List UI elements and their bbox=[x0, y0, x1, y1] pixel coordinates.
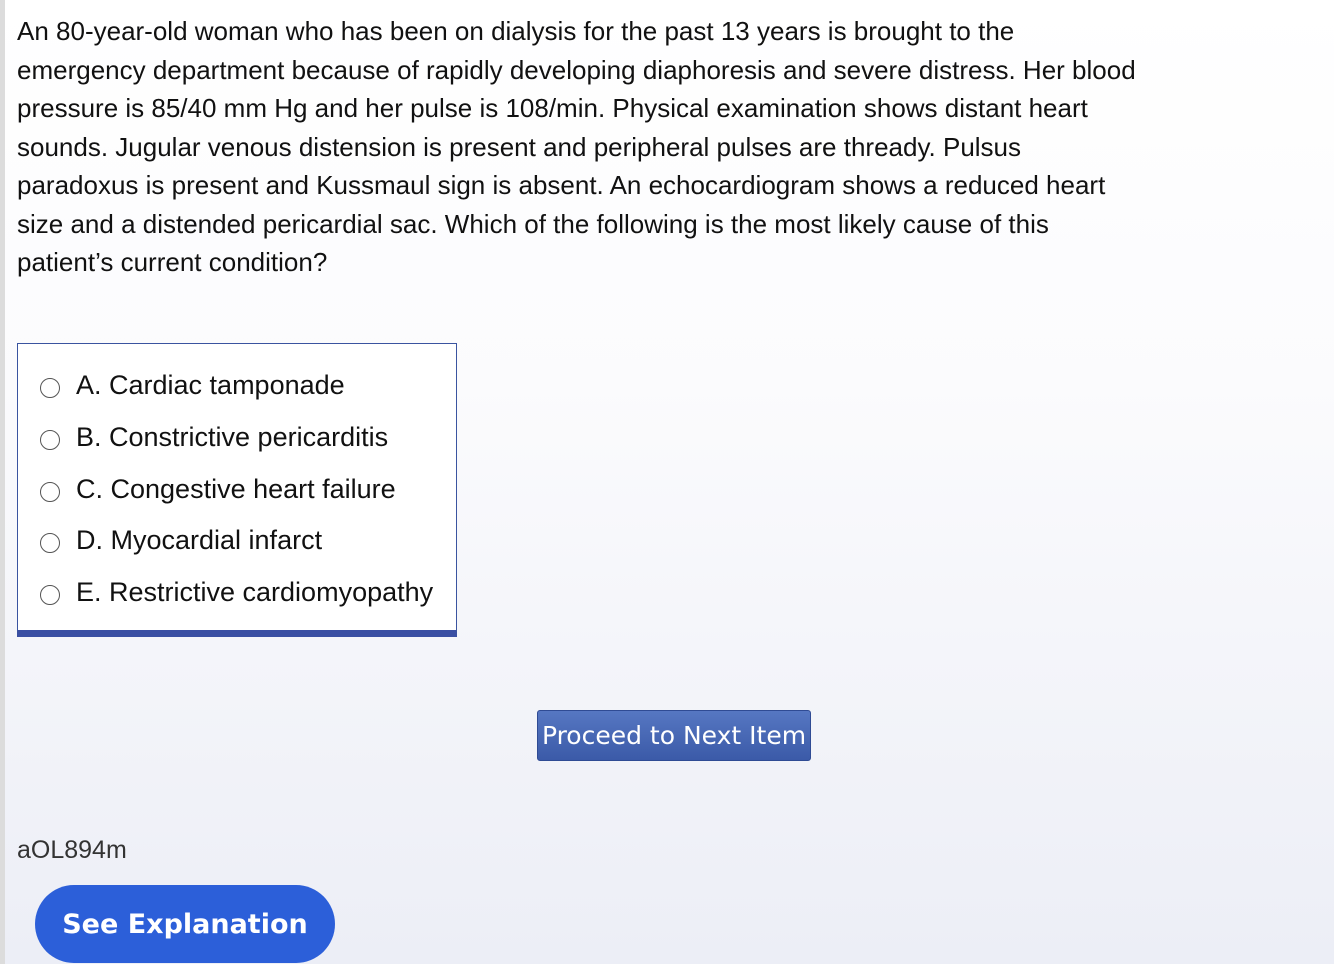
choice-a[interactable] bbox=[40, 365, 345, 405]
choice-c[interactable] bbox=[40, 469, 396, 509]
see-explanation-button[interactable]: See Explanation bbox=[35, 885, 335, 963]
left-edge-divider bbox=[0, 0, 5, 964]
choice-d-label: D. Myocardial infarct bbox=[76, 524, 323, 555]
proceed-next-item-button[interactable]: Proceed to Next Item bbox=[537, 710, 811, 761]
choice-b-label: B. Constrictive pericarditis bbox=[76, 421, 389, 452]
radio-button-icon[interactable] bbox=[40, 533, 60, 553]
radio-button-icon[interactable] bbox=[40, 585, 60, 605]
choice-c-label: C. Congestive heart failure bbox=[76, 473, 396, 504]
radio-button-icon[interactable] bbox=[40, 430, 60, 450]
choice-e[interactable] bbox=[40, 572, 433, 612]
choice-b[interactable] bbox=[40, 417, 388, 457]
choice-e-label: E. Restrictive cardiomyopathy bbox=[76, 576, 434, 607]
choice-a-label: A. Cardiac tamponade bbox=[76, 369, 345, 400]
choice-d[interactable] bbox=[40, 520, 322, 560]
question-stem: An 80-year-old woman who has been on dialysis for the past 13 years is brought to the emergency department because of rapidly developing diaphoresis and severe distress. Her blood pressure is 85/40 mm Hg and her pulse is 108/min. Physical examination shows distant heart sounds. Jugular venous distension is present and peripheral pulses are thready. Pulsus paradoxus is present and Kussmaul sign is absent. An echocardiogram shows a reduced heart size and a distended pericardial sac. Which of the following is the most likely cause of this patient’s current condition? bbox=[17, 16, 1136, 277]
radio-button-icon[interactable] bbox=[40, 482, 60, 502]
answer-choices-box bbox=[17, 343, 457, 637]
radio-button-icon[interactable] bbox=[40, 378, 60, 398]
item-id: aOL894m bbox=[17, 836, 127, 864]
